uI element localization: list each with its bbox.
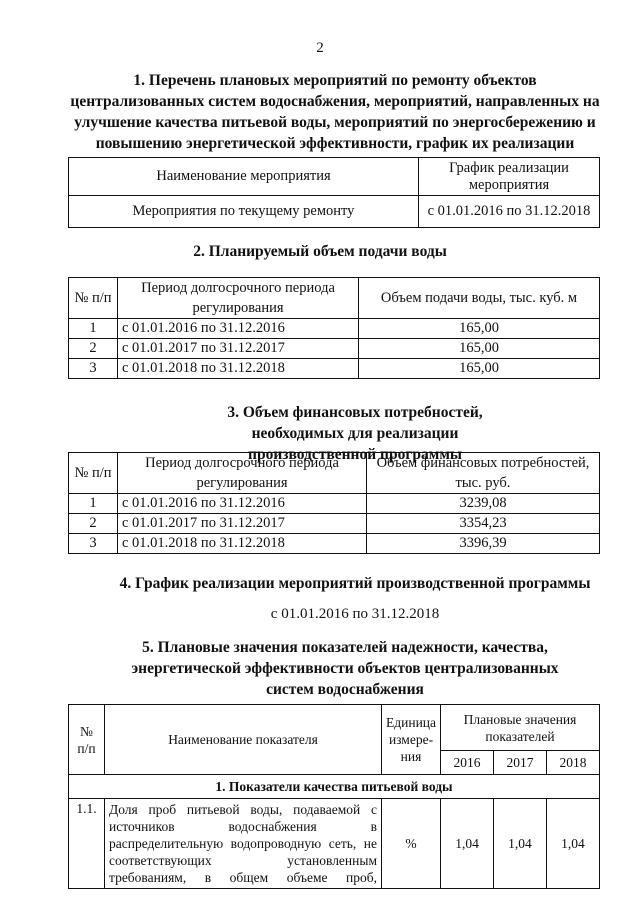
table-row bbox=[69, 359, 600, 379]
s3-cell: 1 bbox=[69, 494, 118, 514]
s5-subsection-title: 1. Показатели качества питьевой воды bbox=[69, 775, 600, 799]
s3-header-finance: Объем финансовых потребностей, тыс. руб. bbox=[367, 453, 600, 494]
s3-cell: 2 bbox=[69, 514, 118, 534]
s3-header-num: № п/п bbox=[69, 453, 118, 494]
s1-header-schedule: График реализации мероприятия bbox=[419, 158, 600, 196]
table-row bbox=[69, 339, 600, 359]
s2-header-num: № п/п bbox=[69, 278, 118, 319]
s5-cell-value: 1,04 bbox=[494, 799, 547, 889]
s1-cell: Мероприятия по текущему ремонту bbox=[69, 196, 419, 228]
s5-cell-value: 1,04 bbox=[546, 799, 599, 889]
s2-cell: с 01.01.2018 по 31.12.2018 bbox=[118, 359, 359, 379]
s3-cell: 3 bbox=[69, 534, 118, 554]
s2-header-volume: Объем подачи воды, тыс. куб. м bbox=[359, 278, 600, 319]
s5-header-unit: Единица измере-ния bbox=[382, 705, 441, 775]
s2-cell: 1 bbox=[69, 319, 118, 339]
s5-header-name: Наименование показателя bbox=[105, 705, 382, 775]
s1-cell: с 01.01.2016 по 31.12.2018 bbox=[419, 196, 600, 228]
s5-header-year: 2017 bbox=[494, 751, 547, 775]
table-row bbox=[69, 494, 600, 514]
s5-cell-value: 1,04 bbox=[441, 799, 494, 889]
s5-header-year: 2016 bbox=[441, 751, 494, 775]
section5-table bbox=[68, 704, 600, 889]
table-row bbox=[69, 196, 600, 228]
s5-header-planned: Плановые значения показателей bbox=[441, 705, 600, 751]
s2-cell: 165,00 bbox=[359, 339, 600, 359]
section5-title: 5. Плановые значения показателей надежности, качества, энергетической эффективности объектов централизованных систем водоснабжения bbox=[131, 639, 559, 698]
s5-header-year: 2018 bbox=[546, 751, 599, 775]
s3-cell: с 01.01.2016 по 31.12.2016 bbox=[118, 494, 367, 514]
s3-header-period: Период долгосрочного периода регулирования bbox=[118, 453, 367, 494]
s3-cell: с 01.01.2017 по 31.12.2017 bbox=[118, 514, 367, 534]
section2-table bbox=[68, 277, 600, 379]
page-number: 2 bbox=[316, 40, 324, 56]
s3-cell: 3396,39 bbox=[367, 534, 600, 554]
section3-table bbox=[68, 452, 600, 554]
table-row bbox=[69, 799, 600, 889]
s1-header-name: Наименование мероприятия bbox=[69, 158, 419, 196]
s3-cell: 3239,08 bbox=[367, 494, 600, 514]
s3-cell: с 01.01.2018 по 31.12.2018 bbox=[118, 534, 367, 554]
s2-cell: 165,00 bbox=[359, 319, 600, 339]
table-row bbox=[69, 319, 600, 339]
s5-cell-num: 1.1. bbox=[69, 799, 105, 889]
s5-header-num: № п/п bbox=[69, 705, 105, 775]
section4-title: 4. График реализации мероприятий производственной программы bbox=[119, 575, 591, 592]
section3-title: 3. Объем финансовых потребностей, необходимых для реализации производственной программы bbox=[227, 404, 483, 463]
s2-cell: 2 bbox=[69, 339, 118, 359]
s5-cell-name: Доля проб питьевой воды, подаваемой с источников водоснабжения в распределительную водопроводную сеть, не соответствующих установленным требованиям, в общем объеме проб, bbox=[105, 799, 382, 889]
s2-header-period: Период долгосрочного периода регулирования bbox=[118, 278, 359, 319]
s2-cell: 3 bbox=[69, 359, 118, 379]
s2-cell: с 01.01.2017 по 31.12.2017 bbox=[118, 339, 359, 359]
s3-cell: 3354,23 bbox=[367, 514, 600, 534]
section4-schedule: с 01.01.2016 по 31.12.2018 bbox=[270, 606, 440, 622]
table-row bbox=[69, 534, 600, 554]
table-row bbox=[69, 514, 600, 534]
section1-table bbox=[68, 157, 600, 228]
s2-cell: 165,00 bbox=[359, 359, 600, 379]
s2-cell: с 01.01.2016 по 31.12.2016 bbox=[118, 319, 359, 339]
s5-cell-unit: % bbox=[382, 799, 441, 889]
section1-title: 1. Перечень плановых мероприятий по ремонту объектов централизованных систем водоснабжения, мероприятий, направленных на улучшение качества питьевой воды, мероприятий по энергосбережению и повышению энергетической эффективности, график их реализации bbox=[70, 72, 600, 152]
section2-title: 2. Планируемый объем подачи воды bbox=[193, 243, 447, 260]
